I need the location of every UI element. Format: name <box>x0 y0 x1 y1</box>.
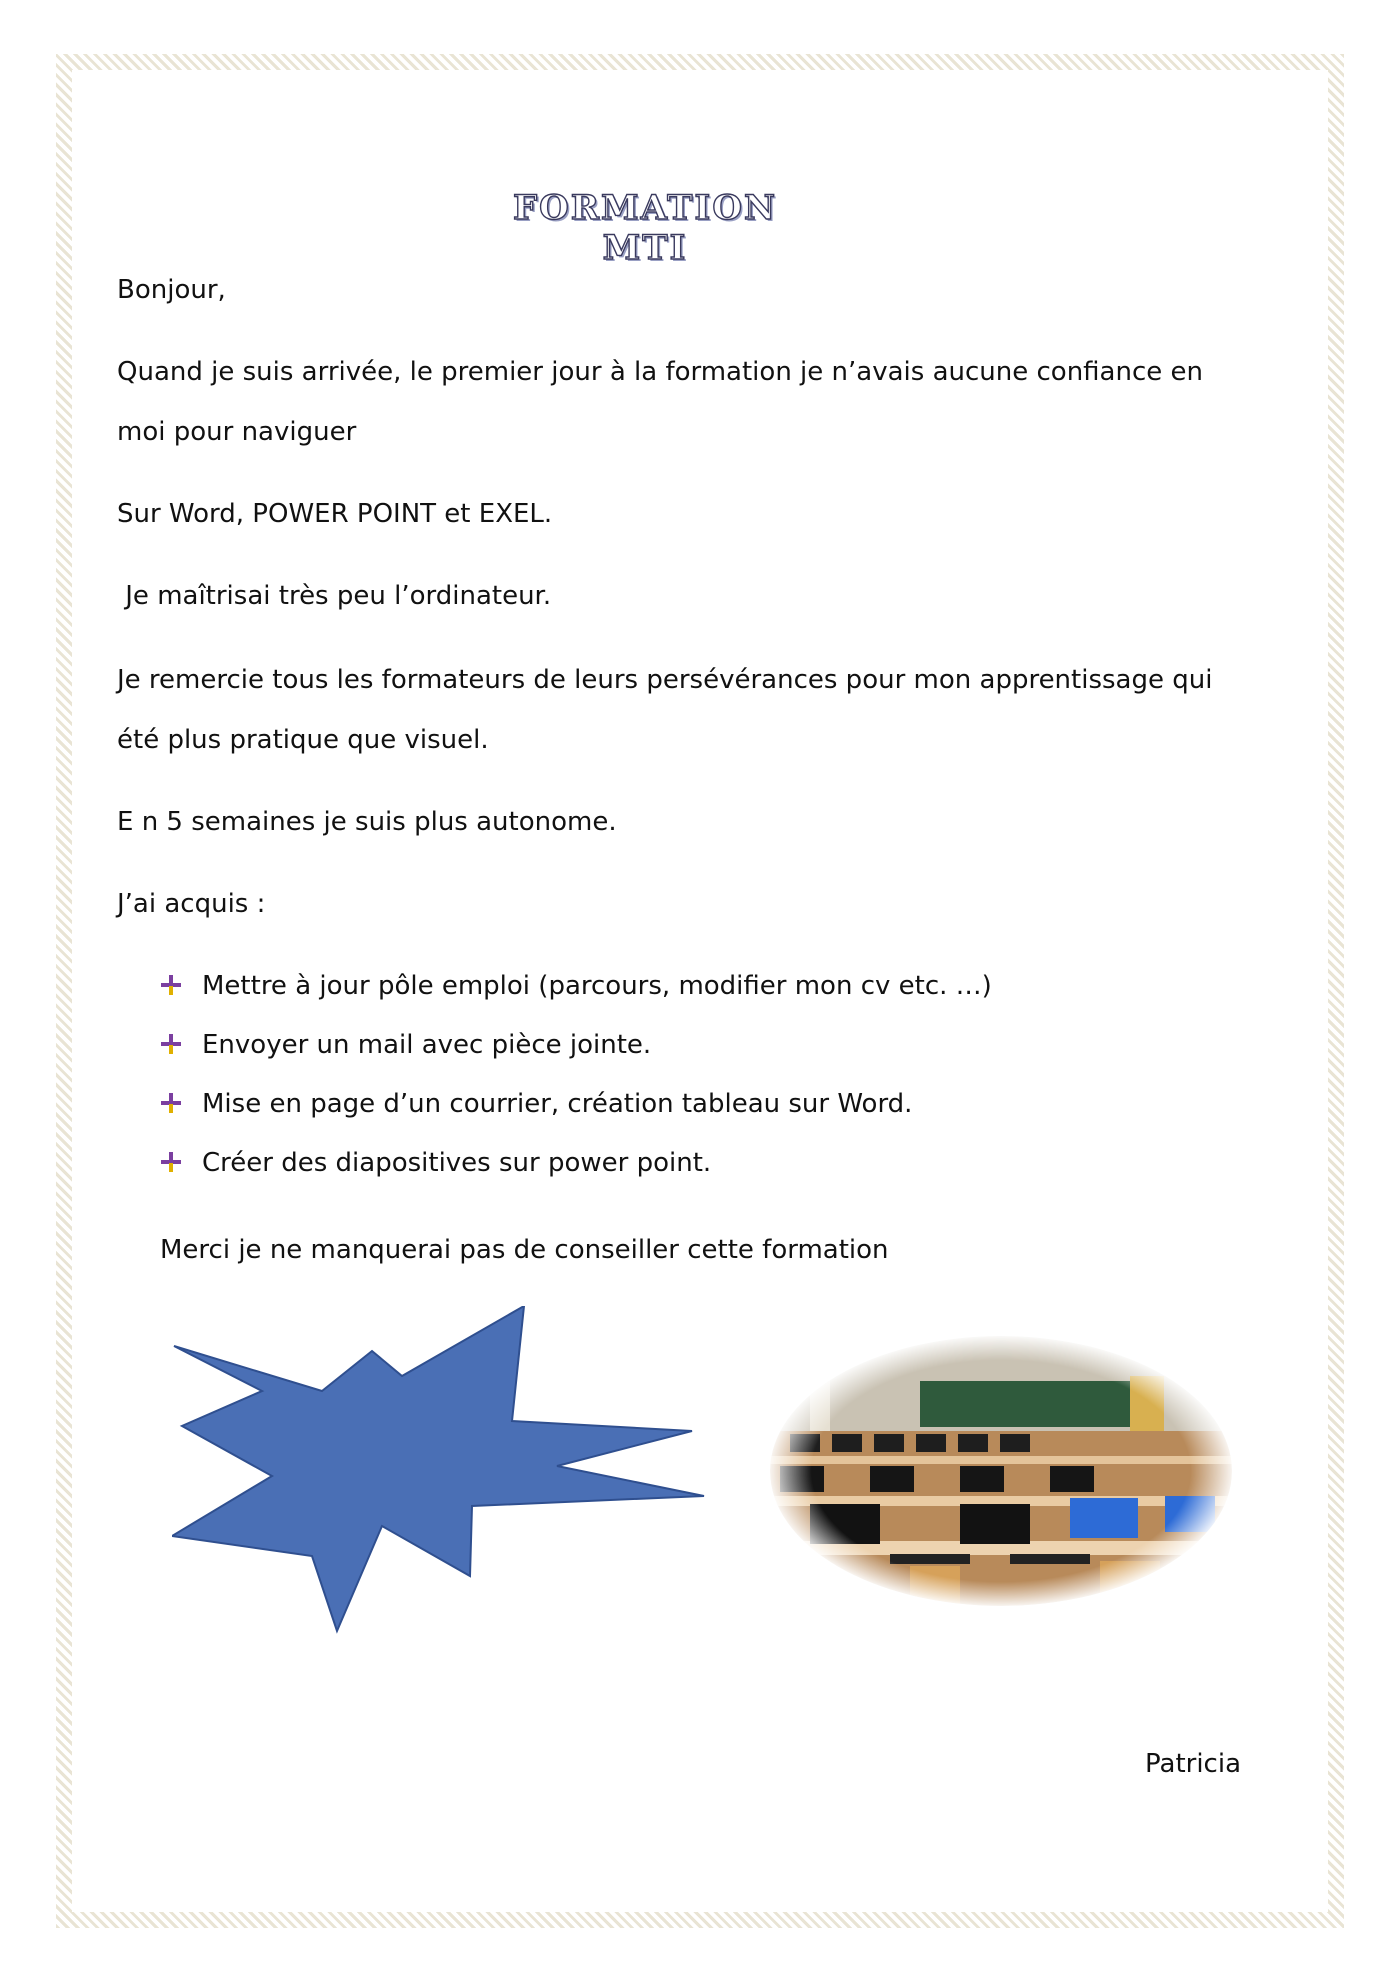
paragraph-5: E n 5 semaines je suis plus autonome. <box>117 807 617 837</box>
plus-arrow-bullet-icon <box>160 974 182 996</box>
list-item <box>160 1029 992 1088</box>
paragraph-4-line-1: Je remercie tous les formateurs de leurs persévérances pour mon apprentissage qui <box>117 665 1213 695</box>
list-item-text: Envoyer un mail avec pièce jointe. <box>202 1030 652 1060</box>
plus-arrow-bullet-icon <box>160 1033 182 1055</box>
paragraph-4-line-2: été plus pratique que visuel. <box>117 725 489 755</box>
list-item-text: Mettre à jour pôle emploi (parcours, modifier mon cv etc. …) <box>202 971 992 1001</box>
list-item-text: Mise en page d’un courrier, création tableau sur Word. <box>202 1089 913 1119</box>
signature: Patricia <box>1145 1749 1242 1779</box>
paragraph-1-line-1: Quand je suis arrivée, le premier jour à la formation je n’avais aucune confiance en <box>117 357 1203 387</box>
paragraph-1-line-2: moi pour naviguer <box>117 417 357 447</box>
list-item <box>160 1147 992 1206</box>
list-item <box>160 1088 992 1147</box>
starburst-shape <box>172 1306 712 1646</box>
paragraph-6: J’ai acquis : <box>117 889 266 919</box>
plus-arrow-bullet-icon <box>160 1151 182 1173</box>
paragraph-2: Sur Word, POWER POINT et EXEL. <box>117 499 553 529</box>
computer-lab-photo <box>770 1336 1232 1606</box>
acquired-skills-list <box>160 970 992 1206</box>
computer-lab-scene <box>770 1336 1232 1606</box>
plus-arrow-bullet-icon <box>160 1092 182 1114</box>
paragraph-3: Je maîtrisai très peu l’ordinateur. <box>117 581 552 611</box>
page-title: FORMATION MTI <box>512 188 778 268</box>
closing-line: Merci je ne manquerai pas de conseiller cette formation <box>160 1235 889 1265</box>
list-item <box>160 970 992 1029</box>
list-item-text: Créer des diapositives sur power point. <box>202 1148 712 1178</box>
greeting: Bonjour, <box>117 275 226 305</box>
